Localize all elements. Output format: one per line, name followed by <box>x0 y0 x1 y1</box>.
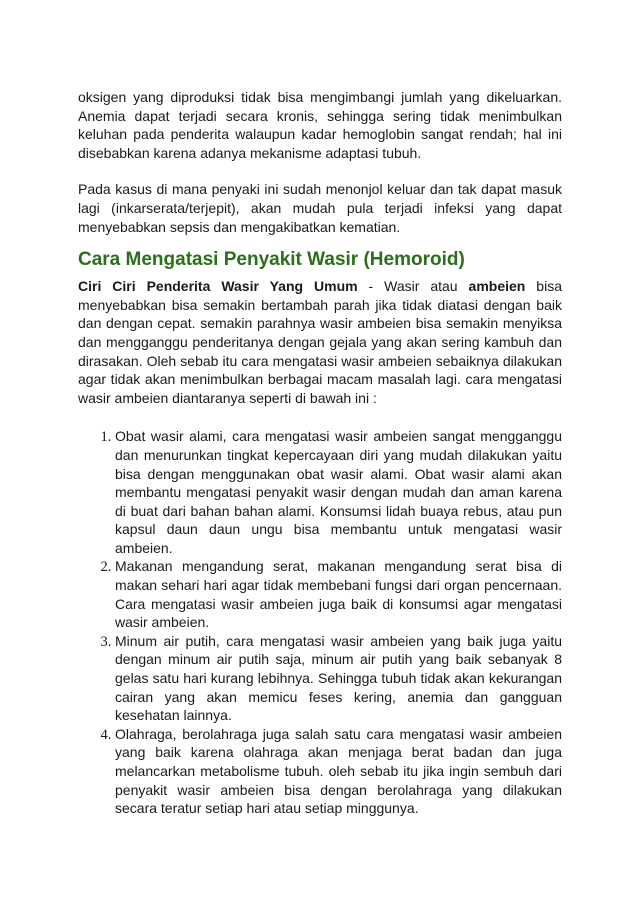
section-heading: Cara Mengatasi Penyakit Wasir (Hemoroid) <box>78 249 465 271</box>
list-item: 4. Olahraga, berolahraga juga salah satu cara mengatasi wasir ambeien yang baik karena olahraga akan menjaga berat badan dan juga melancarkan metabolisme tubuh. oleh sebab itu jika ingin sembuh dari penyakit wasir ambeien bisa dengan berolahraga yang dilakukan secara teratur setiap hari atau setiap minggunya. <box>115 725 562 818</box>
paragraph-anemia: oksigen yang diproduksi tidak bisa mengimbangi jumlah yang dikeluarkan. Anemia dapat terjadi secara kronis, sehingga sering tidak menimbulkan keluhan pada penderita walaupun kadar hemoglobin sangat rendah; hal ini disebabkan karena adanya mekanisme adaptasi tubuh. <box>78 89 562 161</box>
section-intro <box>78 277 562 407</box>
intro-bold-term: Ciri Ciri Penderita Wasir Yang Umum <box>78 278 358 295</box>
list-item: 2. Makanan mengandung serat, makanan mengandung serat bisa di makan sehari hari agar tidak membebani fungsi dari organ pencernaan. Cara mengatasi wasir ambeien juga baik di konsumsi agar mengatasi wasir ambeien. <box>115 557 562 631</box>
remedy-list <box>78 427 562 817</box>
list-item: 1. Obat wasir alami, cara mengatasi wasir ambeien sangat mengganggu dan menurunkan tingkat kepercayaan diri yang mudah dilakukan yaitu bisa dengan menggunakan obat wasir alami. Obat wasir alami akan membantu mengatasi penyakit wasir dengan mudah dan aman karena di buat dari bahan bahan alami. Konsumsi lidah buaya rebus, atau pun kapsul daun daun ungu bisa membantu untuk mengatasi wasir ambeien. <box>115 427 562 557</box>
document-page <box>78 88 562 818</box>
intro-text-part-2: bisa menyebabkan bisa semakin bertambah parah jika tidak diatasi dengan baik dan dengan cepat. semakin parahnya wasir ambeien bisa semakin menyiksa dan mengganggu penderitanya dengan gejala yang akan sering kambuh dan dirasakan. Oleh sebab itu cara mengatasi wasir ambeien sebaiknya dilakukan agar tidak akan menimbulkan berbagai macam masalah lagi. cara mengatasi wasir ambeien diantaranya seperti di bawah ini : <box>78 278 562 406</box>
list-item: 3. Minum air putih, cara mengatasi wasir ambeien yang baik juga yaitu dengan minum air putih saja, minum air putih yang baik sebanyak 8 gelas satu hari kurang lebihnya. Sehingga tubuh tidak akan kekurangan cairan yang akan memicu feses kering, anemia dan gangguan kesehatan lainnya. <box>115 632 562 725</box>
paragraph-sepsis: Pada kasus di mana penyaki ini sudah menonjol keluar dan tak dapat masuk lagi (inkarserata/terjepit), akan mudah pula terjadi infeksi yang dapat menyebabkan sepsis dan mengakibatkan kematian. <box>78 181 562 235</box>
intro-bold-ambeien: ambeien <box>468 278 526 295</box>
intro-text-part-1: - Wasir atau <box>357 278 469 295</box>
